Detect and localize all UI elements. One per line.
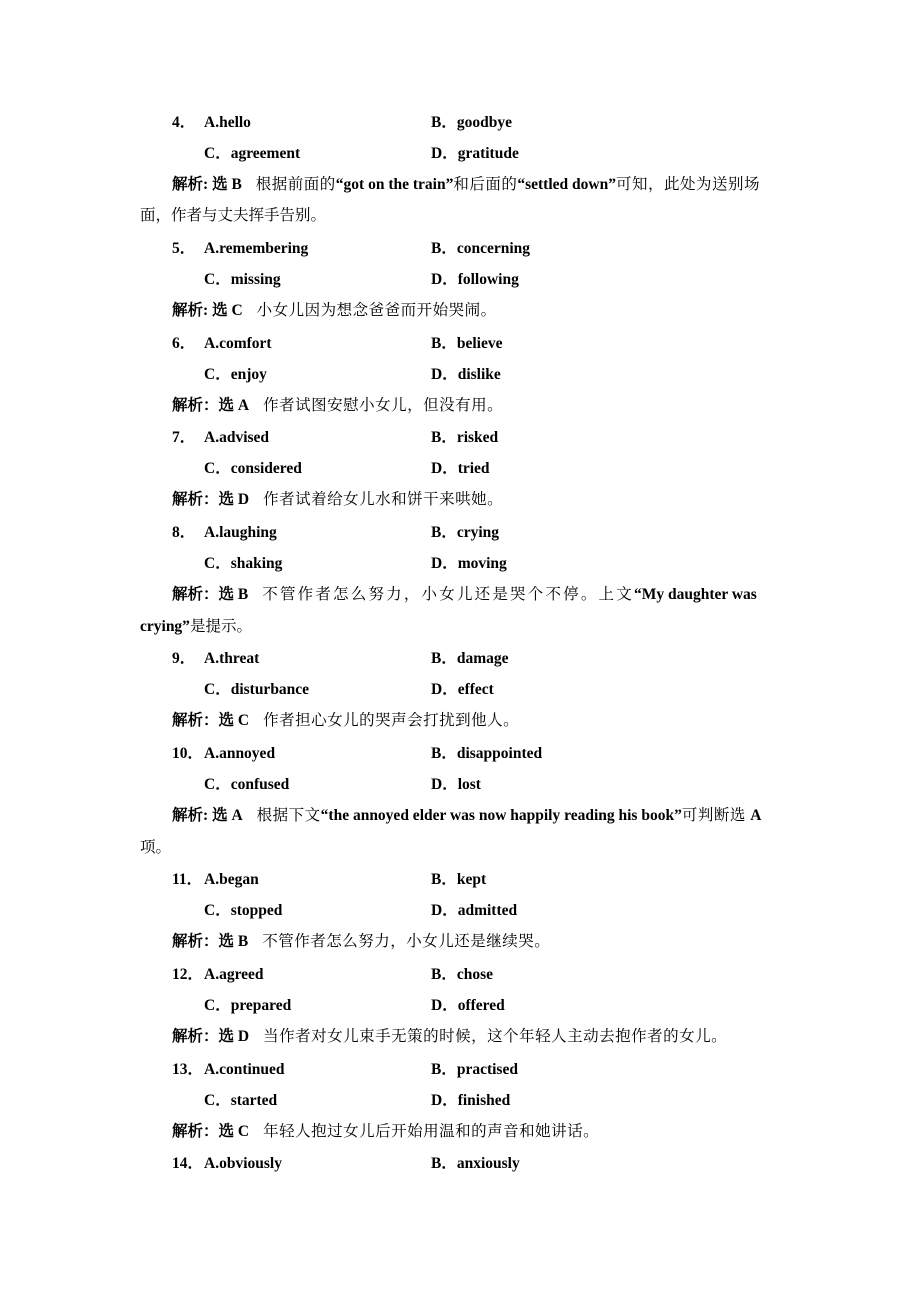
question-4-options-ab [0,111,920,135]
question-number: 4． [172,114,196,131]
option-a: A.hello [204,114,251,131]
question-11-explanation: 解析：选 B 不管作者怎么努力，小女儿还是继续哭。 [172,933,551,950]
question-8-explanation-continued: crying”是提示。 [140,618,252,635]
question-13-explanation: 解析：选 C 年轻人抱过女儿后开始用温和的声音和她讲话。 [172,1123,600,1140]
question-10-explanation-continued: 项。 [140,839,172,856]
option-d: D．gratitude [431,145,519,162]
question-9-options-ab: 9． A.threat B．damage [172,650,509,667]
question-13-options-ab: 13． A.continued B．practised [172,1061,518,1078]
question-11-options-ab: 11． A.began B．kept [172,871,487,888]
question-12-explanation: 解析：选 D 当作者对女儿束手无策的时候，这个年轻人主动去抱作者的女儿。 [172,1028,728,1045]
option-c: C．missing [204,271,281,288]
question-4-options-cd [0,142,920,166]
question-6-options-cd: C．enjoy D．dislike [204,366,501,383]
question-11-options-cd: C．stopped D．admitted [204,902,518,919]
option-b: B．goodbye [431,114,512,131]
question-12-options-cd: C．prepared D．offered [204,997,505,1014]
question-14-options-ab: 14． A.obviously B．anxiously [172,1155,520,1172]
option-a: A.remembering [204,240,309,257]
option-c: C．agreement [204,145,301,162]
question-4-explanation: 解析: 选 B 根据前面的“got on the train”和后面的“settled down”可知，此处为送别场 [172,176,760,193]
question-7-options-cd: C．considered D．tried [204,460,490,477]
question-7-explanation: 解析：选 D 作者试着给女儿水和饼干来哄她。 [172,491,504,508]
question-6-options-ab: 6． A.comfort B．believe [172,335,503,352]
question-10-options-cd: C．confused D．lost [204,776,481,793]
explanation-label: 解析 [172,176,204,193]
question-10-options-ab: 10． A.annoyed B．disappointed [172,745,543,762]
question-4-explanation-continued: 面，作者与丈夫挥手告别。 [140,207,327,224]
explanation-text: 根据前面的“got on the train”和后面的“settled down”可知，此处为送别场 [255,176,760,193]
question-6-explanation: 解析：选 A 作者试图安慰小女儿，但没有用。 [172,397,504,414]
question-5-options-cd [0,268,920,292]
question-5-options-ab [0,237,920,261]
question-13-options-cd: C．started D．finished [204,1092,511,1109]
question-9-options-cd: C．disturbance D．effect [204,681,494,698]
question-10-explanation: 解析: 选 A 根据下文“the annoyed elder was now happily reading his book”可判断选 A [172,807,762,824]
question-7-options-ab: 7． A.advised B．risked [172,429,499,446]
question-12-options-ab: 12． A.agreed B．chose [172,966,494,983]
question-8-options-cd: C．shaking D．moving [204,555,507,572]
option-d: D．following [431,271,519,288]
question-8-explanation: 解析：选 B 不管作者怎么努力，小女儿还是哭个不停。上文“My daughter was [172,586,757,603]
option-b: B．concerning [431,240,531,257]
question-5-explanation: 解析: 选 C 小女儿因为想念爸爸而开始哭闹。 [172,302,497,319]
question-9-explanation: 解析：选 C 作者担心女儿的哭声会打扰到他人。 [172,712,520,729]
question-number: 5． [172,240,196,257]
answer-choice: 选 B [212,176,242,193]
question-8-options-ab: 8． A.laughing B．crying [172,524,500,541]
